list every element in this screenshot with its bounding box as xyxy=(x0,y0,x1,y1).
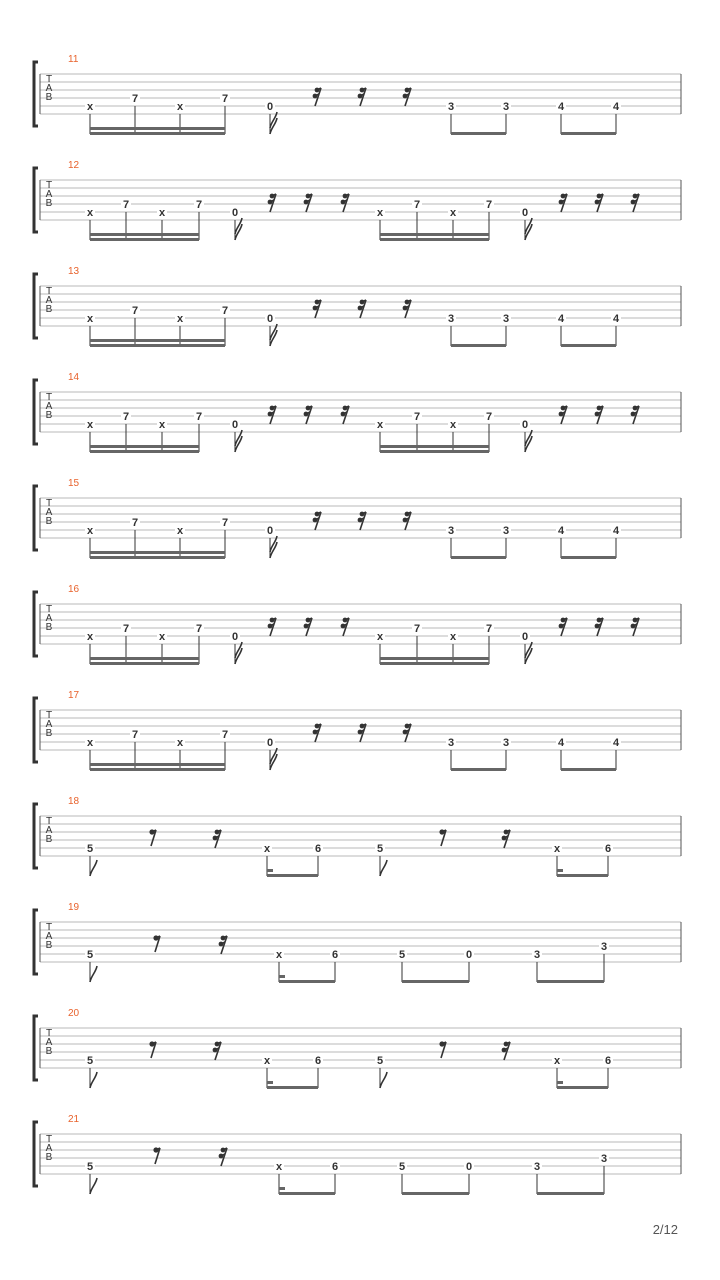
tab-system xyxy=(34,1114,681,1195)
fret-number: x xyxy=(158,631,166,643)
fret-number: 7 xyxy=(413,411,421,423)
tab-clef-letter: B xyxy=(45,834,53,845)
measure-number: 21 xyxy=(68,1114,80,1125)
note-flag xyxy=(90,966,97,982)
note-beam xyxy=(90,763,225,766)
tab-clef-letter: A xyxy=(45,1143,53,1154)
note-flag xyxy=(90,860,97,876)
fret-number: 0 xyxy=(231,207,239,219)
fret-number: 7 xyxy=(413,623,421,635)
fret-number: 7 xyxy=(122,411,130,423)
note-beam-partial xyxy=(267,869,273,872)
page-number: 2/12 xyxy=(652,1222,678,1237)
measure-number: 14 xyxy=(68,372,80,383)
fret-number: 7 xyxy=(485,199,493,211)
fret-number: 3 xyxy=(447,313,455,325)
system-bracket xyxy=(34,1122,38,1186)
fret-number: 4 xyxy=(557,313,565,325)
fret-number: 0 xyxy=(465,949,473,961)
fret-number: x xyxy=(376,419,384,431)
fret-number: x xyxy=(275,949,283,961)
fret-number: 7 xyxy=(131,729,139,741)
note-beam xyxy=(402,980,469,983)
fret-number: 4 xyxy=(612,313,620,325)
fret-number: 5 xyxy=(376,843,384,855)
tab-system xyxy=(34,372,681,453)
tab-clef-letter: T xyxy=(45,1134,53,1145)
tab-system xyxy=(34,690,681,771)
fret-number: x xyxy=(553,843,561,855)
measure-number: 15 xyxy=(68,478,80,489)
fret-number: 7 xyxy=(221,305,229,317)
fret-number: 5 xyxy=(86,949,94,961)
note-beam xyxy=(90,339,225,342)
note-beam xyxy=(537,1192,604,1195)
note-beam xyxy=(451,556,506,559)
note-beam xyxy=(90,662,199,665)
system-bracket xyxy=(34,910,38,974)
fret-number: 3 xyxy=(600,1153,608,1165)
fret-number: x xyxy=(86,737,94,749)
fret-number: x xyxy=(263,843,271,855)
note-beam xyxy=(380,657,489,660)
tab-system xyxy=(34,160,681,241)
fret-number: x xyxy=(158,419,166,431)
system-bracket xyxy=(34,592,38,656)
fret-number: 7 xyxy=(195,623,203,635)
system-bracket xyxy=(34,380,38,444)
note-beam xyxy=(380,445,489,448)
fret-number: 0 xyxy=(465,1161,473,1173)
tab-clef-letter: B xyxy=(45,92,53,103)
tab-clef-letter: A xyxy=(45,83,53,94)
note-beam-partial xyxy=(279,975,285,978)
fret-number: 7 xyxy=(413,199,421,211)
fret-number: 5 xyxy=(86,843,94,855)
tab-clef-letter: B xyxy=(45,304,53,315)
note-beam xyxy=(90,657,199,660)
note-flag xyxy=(380,1072,387,1088)
fret-number: 0 xyxy=(231,419,239,431)
system-bracket xyxy=(34,62,38,126)
note-beam-partial xyxy=(279,1187,285,1190)
tab-system xyxy=(34,266,681,347)
note-beam xyxy=(451,768,506,771)
note-beam xyxy=(90,344,225,347)
fret-number: 6 xyxy=(604,843,612,855)
tab-system xyxy=(34,54,681,135)
fret-number: 4 xyxy=(612,101,620,113)
fret-number: 7 xyxy=(221,93,229,105)
note-beam xyxy=(557,1086,608,1089)
fret-number: 4 xyxy=(612,737,620,749)
note-beam xyxy=(380,233,489,236)
note-beam xyxy=(90,233,199,236)
tab-clef-letter: B xyxy=(45,728,53,739)
measure-number: 17 xyxy=(68,690,80,701)
fret-number: 3 xyxy=(502,313,510,325)
note-beam-partial xyxy=(267,1081,273,1084)
fret-number: 6 xyxy=(314,1055,322,1067)
fret-number: x xyxy=(86,313,94,325)
fret-number: 5 xyxy=(86,1055,94,1067)
fret-number: x xyxy=(86,207,94,219)
tab-clef-letter: T xyxy=(45,286,53,297)
measure-number: 11 xyxy=(68,54,79,65)
tab-clef-letter: T xyxy=(45,180,53,191)
note-flag xyxy=(380,860,387,876)
fret-number: 7 xyxy=(195,199,203,211)
fret-number: 4 xyxy=(557,525,565,537)
fret-number: x xyxy=(158,207,166,219)
note-beam xyxy=(537,980,604,983)
note-flag xyxy=(90,1072,97,1088)
fret-number: x xyxy=(376,207,384,219)
fret-number: 0 xyxy=(521,207,529,219)
tab-clef-letter: B xyxy=(45,410,53,421)
system-bracket xyxy=(34,698,38,762)
tab-clef-letter: A xyxy=(45,295,53,306)
measure-number: 13 xyxy=(68,266,80,277)
fret-number: 3 xyxy=(502,101,510,113)
fret-number: x xyxy=(449,419,457,431)
fret-number: 7 xyxy=(485,411,493,423)
tab-system xyxy=(34,584,681,665)
note-beam xyxy=(561,132,616,135)
fret-number: 3 xyxy=(533,949,541,961)
fret-number: x xyxy=(176,101,184,113)
note-beam xyxy=(267,1086,318,1089)
fret-number: 7 xyxy=(122,623,130,635)
tab-clef-letter: T xyxy=(45,74,53,85)
fret-number: 3 xyxy=(502,737,510,749)
tab-clef-letter: A xyxy=(45,401,53,412)
note-beam xyxy=(90,238,199,241)
fret-number: 4 xyxy=(612,525,620,537)
tab-clef-letter: T xyxy=(45,392,53,403)
tab-clef-letter: T xyxy=(45,816,53,827)
note-beam xyxy=(279,1192,335,1195)
fret-number: x xyxy=(553,1055,561,1067)
fret-number: 7 xyxy=(485,623,493,635)
fret-number: x xyxy=(449,207,457,219)
system-bracket xyxy=(34,804,38,868)
note-beam xyxy=(380,662,489,665)
measure-number: 12 xyxy=(68,160,80,171)
note-beam-partial xyxy=(557,1081,563,1084)
fret-number: x xyxy=(449,631,457,643)
note-beam xyxy=(279,980,335,983)
tab-clef-letter: B xyxy=(45,1152,53,1163)
note-beam xyxy=(267,874,318,877)
system-bracket xyxy=(34,168,38,232)
fret-number: x xyxy=(86,631,94,643)
note-beam xyxy=(557,874,608,877)
fret-number: x xyxy=(86,419,94,431)
fret-number: x xyxy=(176,525,184,537)
fret-number: 0 xyxy=(231,631,239,643)
fret-number: 4 xyxy=(557,737,565,749)
fret-number: 0 xyxy=(266,525,274,537)
tab-system xyxy=(34,796,681,877)
fret-number: 6 xyxy=(314,843,322,855)
measure-number: 19 xyxy=(68,902,80,913)
measure-number: 20 xyxy=(68,1008,80,1019)
tab-clef-letter: A xyxy=(45,189,53,200)
fret-number: x xyxy=(86,525,94,537)
fret-number: 7 xyxy=(221,729,229,741)
tab-clef-letter: A xyxy=(45,613,53,624)
note-beam xyxy=(90,132,225,135)
tab-clef-letter: T xyxy=(45,710,53,721)
note-beam xyxy=(561,344,616,347)
fret-number: 3 xyxy=(533,1161,541,1173)
fret-number: 5 xyxy=(398,1161,406,1173)
tab-clef-letter: B xyxy=(45,622,53,633)
fret-number: 3 xyxy=(502,525,510,537)
fret-number: 4 xyxy=(557,101,565,113)
tab-clef-letter: A xyxy=(45,507,53,518)
tab-clef-letter: B xyxy=(45,940,53,951)
fret-number: x xyxy=(176,737,184,749)
fret-number: 0 xyxy=(266,101,274,113)
tab-clef-letter: B xyxy=(45,1046,53,1057)
fret-number: 3 xyxy=(447,525,455,537)
note-flag xyxy=(90,1178,97,1194)
tab-system xyxy=(34,478,681,559)
fret-number: x xyxy=(86,101,94,113)
fret-number: 7 xyxy=(131,517,139,529)
note-beam xyxy=(90,445,199,448)
note-beam xyxy=(90,556,225,559)
note-beam xyxy=(451,132,506,135)
fret-number: x xyxy=(275,1161,283,1173)
measure-number: 16 xyxy=(68,584,80,595)
tab-clef-letter: A xyxy=(45,1037,53,1048)
fret-number: 0 xyxy=(266,313,274,325)
fret-number: 0 xyxy=(266,737,274,749)
fret-number: 6 xyxy=(331,949,339,961)
system-bracket xyxy=(34,274,38,338)
fret-number: 7 xyxy=(131,93,139,105)
note-beam-partial xyxy=(557,869,563,872)
tab-system xyxy=(34,1008,681,1089)
tab-clef-letter: A xyxy=(45,825,53,836)
fret-number: x xyxy=(176,313,184,325)
system-bracket xyxy=(34,1016,38,1080)
note-beam xyxy=(90,768,225,771)
fret-number: x xyxy=(263,1055,271,1067)
fret-number: 6 xyxy=(331,1161,339,1173)
tab-clef-letter: T xyxy=(45,922,53,933)
tab-clef-letter: T xyxy=(45,604,53,615)
note-beam xyxy=(561,556,616,559)
note-beam xyxy=(380,450,489,453)
system-bracket xyxy=(34,486,38,550)
tab-clef-letter: B xyxy=(45,516,53,527)
note-beam xyxy=(561,768,616,771)
fret-number: 0 xyxy=(521,631,529,643)
fret-number: 5 xyxy=(86,1161,94,1173)
tab-system xyxy=(34,902,681,983)
fret-number: x xyxy=(376,631,384,643)
fret-number: 7 xyxy=(131,305,139,317)
fret-number: 6 xyxy=(604,1055,612,1067)
fret-number: 3 xyxy=(447,737,455,749)
fret-number: 5 xyxy=(376,1055,384,1067)
tab-clef-letter: T xyxy=(45,1028,53,1039)
tab-clef-letter: A xyxy=(45,931,53,942)
fret-number: 7 xyxy=(195,411,203,423)
fret-number: 7 xyxy=(122,199,130,211)
tab-clef-letter: T xyxy=(45,498,53,509)
note-beam xyxy=(451,344,506,347)
note-beam xyxy=(90,450,199,453)
tab-clef-letter: B xyxy=(45,198,53,209)
fret-number: 5 xyxy=(398,949,406,961)
fret-number: 3 xyxy=(600,941,608,953)
fret-number: 0 xyxy=(521,419,529,431)
measure-number: 18 xyxy=(68,796,80,807)
note-beam xyxy=(380,238,489,241)
fret-number: 7 xyxy=(221,517,229,529)
fret-number: 3 xyxy=(447,101,455,113)
note-beam xyxy=(90,551,225,554)
note-beam xyxy=(90,127,225,130)
tab-clef-letter: A xyxy=(45,719,53,730)
note-beam xyxy=(402,1192,469,1195)
